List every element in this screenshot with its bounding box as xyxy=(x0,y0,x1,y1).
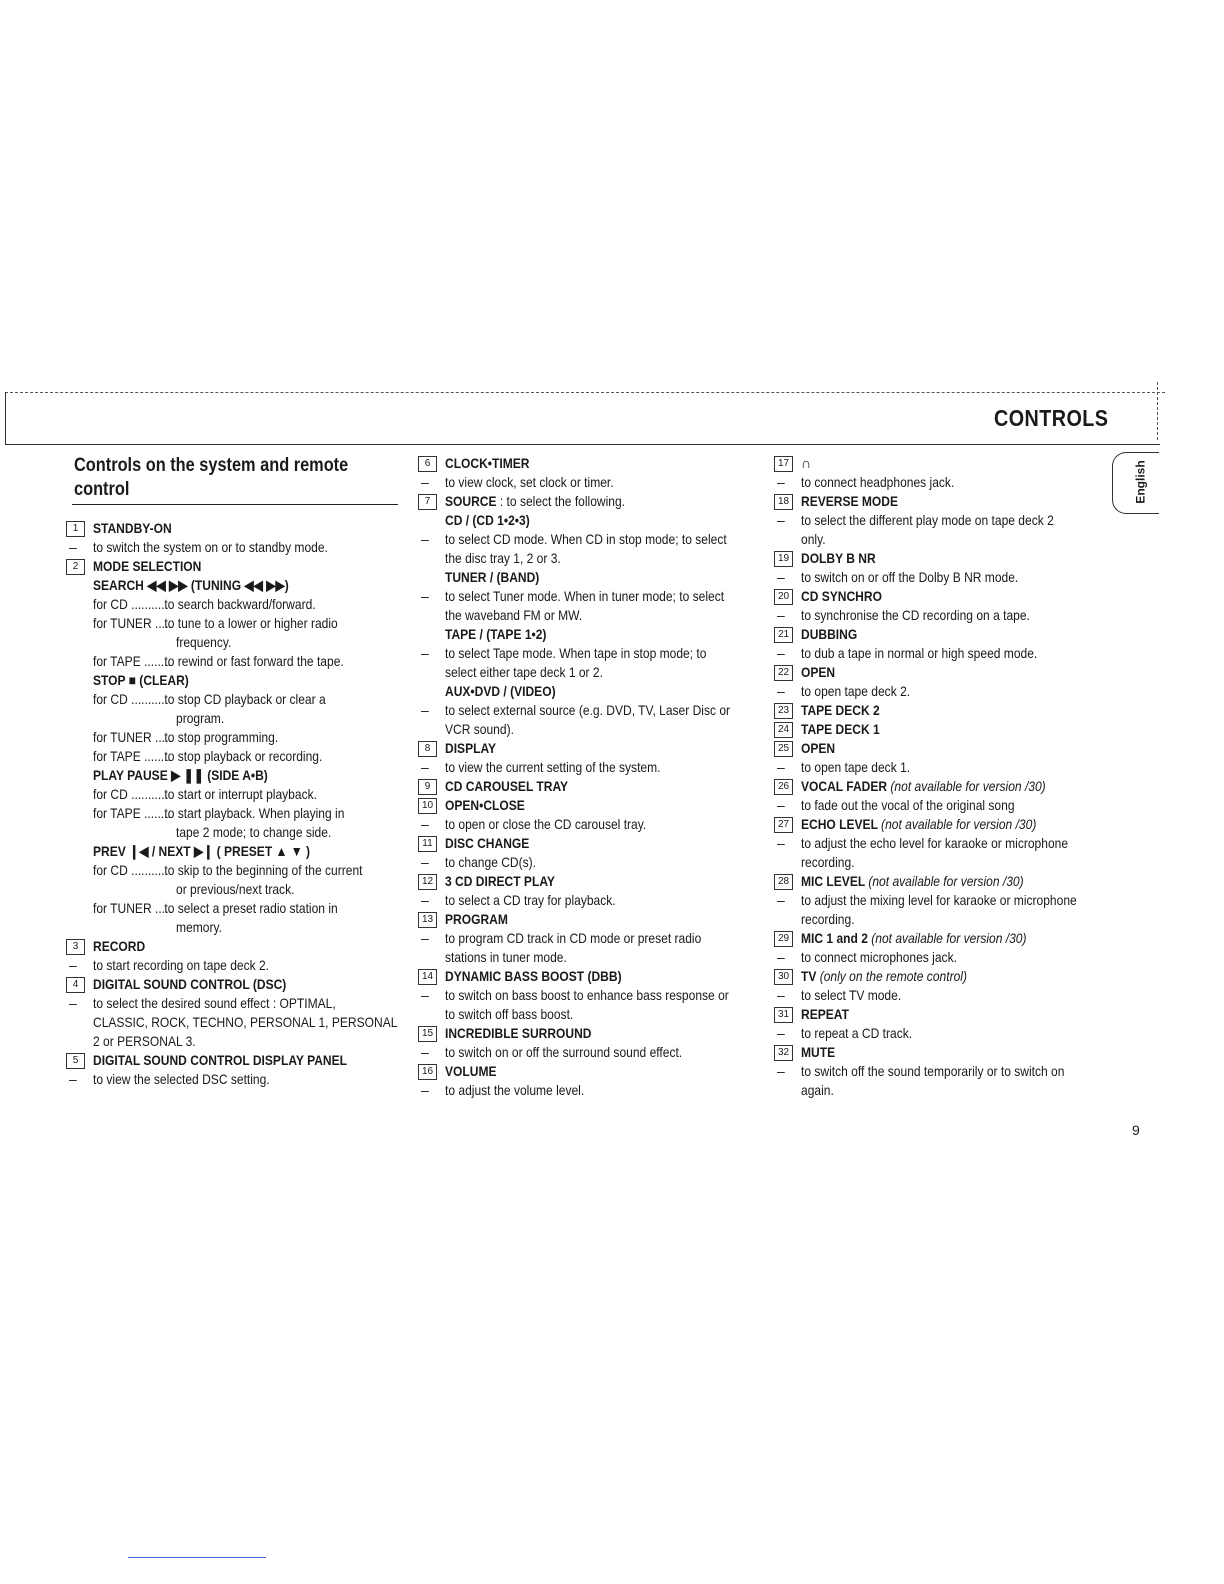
control-desc: – to start recording on tape deck 2. xyxy=(69,957,270,973)
option-row: for TUNER .....to select a preset radio station in memory. xyxy=(93,900,338,935)
option-row: for TUNER .....to tune to a lower or higher radio frequency. xyxy=(93,615,338,650)
control-item-27: 27 ECHO LEVEL (not available for version /30) xyxy=(774,815,1119,834)
control-desc: – to select Tape mode. When tape in stop mode; to select either tape deck 1 or 2. xyxy=(421,645,707,680)
control-item-28: 28 MIC LEVEL (not available for version /30) xyxy=(774,872,1119,891)
control-desc: – to switch on bass boost to enhance bass response or to switch off bass boost. xyxy=(421,987,729,1022)
control-item-20: 20 CD SYNCHRO xyxy=(774,587,1119,606)
control-item-26: 26 VOCAL FADER (not available for version /30) xyxy=(774,777,1119,796)
control-desc: – to adjust the echo level for karaoke or microphone recording. xyxy=(777,835,1069,870)
sub-heading-prev-next: PREV ❙◀ / NEXT ▶❙ ( PRESET ▲ ▼ ) xyxy=(93,843,311,859)
control-desc: – to select TV mode. xyxy=(777,987,902,1003)
control-item-10: 10 OPEN•CLOSE xyxy=(418,796,763,815)
control-desc: – to open tape deck 2. xyxy=(777,683,911,699)
control-item-1: 1 STANDBY-ON xyxy=(66,519,396,538)
control-desc: – to switch on or off the surround sound effect. xyxy=(421,1044,683,1060)
header-rule-top xyxy=(5,392,1165,393)
control-item-24: 24 TAPE DECK 1 xyxy=(774,720,1119,739)
control-item-5: 5 DIGITAL SOUND CONTROL DISPLAY PANEL xyxy=(66,1051,396,1070)
control-desc: – to program CD track in CD mode or preset radio stations in tuner mode. xyxy=(421,930,702,965)
control-desc: – to select Tuner mode. When in tuner mode; to select the waveband FM or MW. xyxy=(421,588,725,623)
option-row: for TAPE ........to start playback. When playing in tape 2 mode; to change side. xyxy=(93,805,345,840)
option-row: for TAPE ........to stop playback or recording. xyxy=(93,748,323,764)
column-2 xyxy=(418,454,763,1100)
control-desc: – to open or close the CD carousel tray. xyxy=(421,816,647,832)
control-desc: – to select a CD tray for playback. xyxy=(421,892,616,908)
sub-heading-play-pause: PLAY PAUSE ▶ ❚❚ (SIDE A•B) xyxy=(93,767,268,783)
option-row: for CD ...........to search backward/forward. xyxy=(93,596,316,612)
control-item-7: 7 SOURCE : to select the following. xyxy=(418,492,763,511)
control-item-17: 17 ∩ xyxy=(774,454,1119,473)
control-item-18: 18 REVERSE MODE xyxy=(774,492,1119,511)
control-desc: – to synchronise the CD recording on a tape. xyxy=(777,607,1030,623)
section-rule xyxy=(72,504,398,505)
control-item-15: 15 INCREDIBLE SURROUND xyxy=(418,1024,763,1043)
control-desc: – to connect microphones jack. xyxy=(777,949,957,965)
option-row: for CD ...........to stop CD playback or clear a program. xyxy=(93,691,326,726)
control-item-16: 16 VOLUME xyxy=(418,1062,763,1081)
sub-heading-tape: TAPE / (TAPE 1•2) xyxy=(445,626,547,642)
headphones-icon: ∩ xyxy=(801,455,812,471)
control-desc: – to select the desired sound effect : OPTIMAL, CLASSIC, ROCK, TECHNO, PERSONAL 1, PERSONAL 2 or PERSONAL 3. xyxy=(69,995,398,1049)
control-item-31: 31 REPEAT xyxy=(774,1005,1119,1024)
column-3 xyxy=(774,454,1119,1100)
control-item-30: 30 TV (only on the remote control) xyxy=(774,967,1119,986)
control-desc: – to adjust the mixing level for karaoke or microphone recording. xyxy=(777,892,1077,927)
option-row: for TAPE ........to rewind or fast forward the tape. xyxy=(93,653,344,669)
control-item-3: 3 RECORD xyxy=(66,937,396,956)
control-desc: – to view the selected DSC setting. xyxy=(69,1071,270,1087)
control-item-29: 29 MIC 1 and 2 (not available for version /30) xyxy=(774,929,1119,948)
option-row: for TUNER .....to stop programming. xyxy=(93,729,279,745)
control-desc: – to view clock, set clock or timer. xyxy=(421,474,614,490)
control-item-12: 12 3 CD DIRECT PLAY xyxy=(418,872,763,891)
control-item-19: 19 DOLBY B NR xyxy=(774,549,1119,568)
header-rule-right xyxy=(1157,382,1158,440)
sub-heading-search: SEARCH ◀◀ ▶▶ (TUNING ◀◀ ▶▶) xyxy=(93,577,289,593)
language-tab-label: English xyxy=(1133,460,1148,504)
control-desc: – to fade out the vocal of the original song xyxy=(777,797,1015,813)
control-item-23: 23 TAPE DECK 2 xyxy=(774,701,1119,720)
control-desc: – to adjust the volume level. xyxy=(421,1082,585,1098)
control-item-11: 11 DISC CHANGE xyxy=(418,834,763,853)
control-item-9: 9 CD CAROUSEL TRAY xyxy=(418,777,763,796)
control-desc: – to open tape deck 1. xyxy=(777,759,911,775)
control-item-22: 22 OPEN xyxy=(774,663,1119,682)
control-item-2: 2 MODE SELECTION xyxy=(66,557,396,576)
header-rule-bottom xyxy=(5,444,1160,445)
control-item-25: 25 OPEN xyxy=(774,739,1119,758)
header-rule-left xyxy=(5,392,6,444)
sub-heading-tuner: TUNER / (BAND) xyxy=(445,569,540,585)
control-desc: – to select CD mode. When CD in stop mode; to select the disc tray 1, 2 or 3. xyxy=(421,531,727,566)
sub-heading-stop: STOP ■ (CLEAR) xyxy=(93,672,189,688)
option-row: for CD ...........to start or interrupt playback. xyxy=(93,786,317,802)
control-item-6: 6 CLOCK•TIMER xyxy=(418,454,763,473)
language-tab xyxy=(1112,452,1159,514)
control-desc: – to repeat a CD track. xyxy=(777,1025,913,1041)
control-desc: – to connect headphones jack. xyxy=(777,474,955,490)
control-item-4: 4 DIGITAL SOUND CONTROL (DSC) xyxy=(66,975,396,994)
control-desc: – to view the current setting of the system. xyxy=(421,759,661,775)
control-item-14: 14 DYNAMIC BASS BOOST (DBB) xyxy=(418,967,763,986)
page-number: 9 xyxy=(1132,1122,1140,1138)
control-item-21: 21 DUBBING xyxy=(774,625,1119,644)
control-desc: – to select the different play mode on tape deck 2 only. xyxy=(777,512,1054,547)
control-desc: – to switch the system on or to standby mode. xyxy=(69,539,328,555)
control-desc: – to dub a tape in normal or high speed mode. xyxy=(777,645,1038,661)
control-desc: – to switch off the sound temporarily or to switch on again. xyxy=(777,1063,1065,1098)
section-title: Controls on the system and remote control xyxy=(74,455,349,500)
sub-heading-aux: AUX•DVD / (VIDEO) xyxy=(445,683,556,699)
control-item-32: 32 MUTE xyxy=(774,1043,1119,1062)
control-desc: – to select external source (e.g. DVD, TV, Laser Disc or VCR sound). xyxy=(421,702,731,737)
control-item-13: 13 PROGRAM xyxy=(418,910,763,929)
option-row: for CD ...........to skip to the beginning of the current or previous/next track. xyxy=(93,862,363,897)
sub-heading-cd: CD / (CD 1•2•3) xyxy=(445,512,530,528)
control-item-8: 8 DISPLAY xyxy=(418,739,763,758)
control-desc: – to switch on or off the Dolby B NR mode. xyxy=(777,569,1019,585)
column-1 xyxy=(66,454,396,1089)
footer-rule xyxy=(128,1557,266,1558)
page-title: CONTROLS xyxy=(994,405,1109,431)
control-desc: – to change CD(s). xyxy=(421,854,537,870)
